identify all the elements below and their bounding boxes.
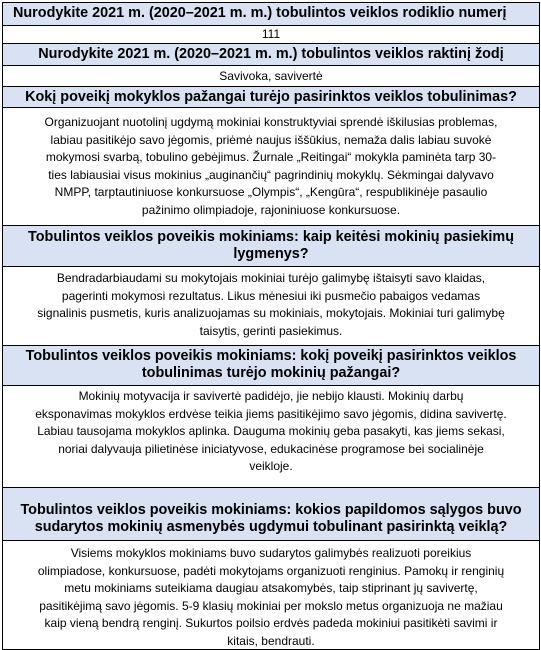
q2-answer-line: pagerinti mokymosi rezultatus. Likus mėnesiui iki pusmečio pabaigos vedamas	[61, 288, 481, 303]
q1-answer-line: Organizuojant nuotolinį ugdymą mokiniai konstruktyviai sprendė iškilusias problemas,	[44, 115, 498, 129]
q2-header-line: Tobulintos veiklos poveikis mokiniams: kaip keitėsi mokinių pasiekimų	[28, 229, 514, 245]
q2-header-row	[3, 225, 539, 266]
q4-answer-line: pasitikėjimą savo jėgomis. 5-9 klasių mokiniai per mokslo metus organizuoja ne mažiau	[39, 598, 503, 613]
q4-answer-line: kaip vieną bendrą renginį. Sukurtos poilsio erdvės padeda mokiniui pasitikėti savimi ir	[44, 616, 498, 630]
keyword-header-text: Nurodykite 2021 m. (2020–2021 m. m.) tobulintos veiklos raktinį žodį	[38, 46, 504, 62]
q4-answer-row	[3, 540, 539, 649]
q2-answer-line: taisytis, gerinti pasiekimus.	[199, 323, 343, 338]
number-header-row	[3, 3, 539, 25]
q4-header-line: Tobulintos veiklos poveikis mokiniams: kokios papildomos sąlygos buvo	[20, 502, 522, 518]
q4-header-row	[3, 487, 539, 540]
q4-answer-line: metu mokiniams suteikiama daugiau atsakomybės, taip stiprinant jų savivertę,	[64, 581, 478, 595]
q3-answer-row	[3, 385, 539, 487]
q4-answer-line: kitais, bendrauti.	[227, 633, 315, 648]
q2-header-line: lygmenys?	[233, 246, 309, 262]
q1-answer-line: ties labiausiai visus mokinius „auginančių“ pagrindinių mokyklų. Sėkmingai dalyvavo	[48, 167, 494, 182]
q3-answer-line: Labiau tausojama mokyklos aplinka. Dauguma mokinių geba pasakyti, kas jiems sekasi,	[37, 424, 505, 438]
q1-answer-line: NMPP, tarptautiniuose konkursuose „Olympis“, „Kengūra“, respublikinėje pasaulio	[54, 185, 488, 199]
number-value-text: 111	[261, 27, 281, 41]
q3-answer-line: veikloje.	[249, 459, 293, 473]
q3-answer-line: Mokinių motyvacija ir savivertė padidėjo, jie nebijo klausti. Mokinių darbų	[78, 389, 464, 403]
keyword-value-row	[3, 65, 539, 86]
q3-header-line: Tobulintos veiklos poveikis mokiniams: kokį poveikį pasirinktos veiklos	[25, 348, 517, 364]
keyword-header-row	[3, 43, 539, 65]
q2-answer-row	[3, 266, 539, 345]
q1-answer-row	[3, 107, 539, 225]
q1-answer-line: mokymosi svarbą, tobulino gebėjimus. Žurnale „Reitingai“ mokykla paminėta tarp 30-	[45, 150, 497, 164]
keyword-value-text: Savivoka, savivertė	[219, 69, 323, 83]
q3-header-line: tobulinimas turėjo mokinių pažangai?	[141, 365, 401, 381]
q1-answer-line: labiau pasitikėjo savo jėgomis, priėmė naujus iššūkius, nemaža dalis labiau suvokė	[50, 132, 492, 147]
report-table	[2, 2, 540, 650]
q1-header-row	[3, 86, 539, 107]
q3-answer-line: eksponavimas mokyklos erdvėse teikia jiems pasitikėjimo savo jėgomis, didina savivertę.	[35, 406, 507, 421]
q4-answer-line: olimpiadose, konkursuose, padėti mokytojams organizuoti renginius. Pamokų ir renginių	[37, 563, 505, 578]
q2-answer-line: signalinis pusmetis, kuris analizuojamas su mokiniais, mokytojais. Mokiniai turi galimybę	[37, 306, 505, 320]
q1-answer-line: pažinimo olimpiadoje, rajoniniuose konkursuose.	[141, 202, 401, 217]
q3-answer-line: noriai dalyvauja pilietinėse iniciatyvose, edukacinėse programose bei socialinėje	[58, 441, 484, 456]
q4-header-line: sudarytos mokinių asmenybės ugdymui tobulinant pasirinktą veiklą?	[34, 519, 508, 535]
number-header-text: Nurodykite 2021 m. (2020–2021 m. m.) tobulintos veiklos rodiklio numerį	[13, 5, 507, 21]
q4-answer-line: Visiems mokyklos mokiniams buvo sudarytos galimybės realizuoti poreikius	[70, 546, 472, 560]
number-value-row	[3, 25, 539, 43]
q2-answer-line: Bendradarbiaudami su mokytojais mokiniai turėjo galimybę ištaisyti savo klaidas,	[56, 271, 486, 285]
q3-header-row	[3, 345, 539, 385]
q1-header-text: Kokį poveikį mokyklos pažangai turėjo pasirinktos veiklos tobulinimas?	[25, 89, 517, 105]
